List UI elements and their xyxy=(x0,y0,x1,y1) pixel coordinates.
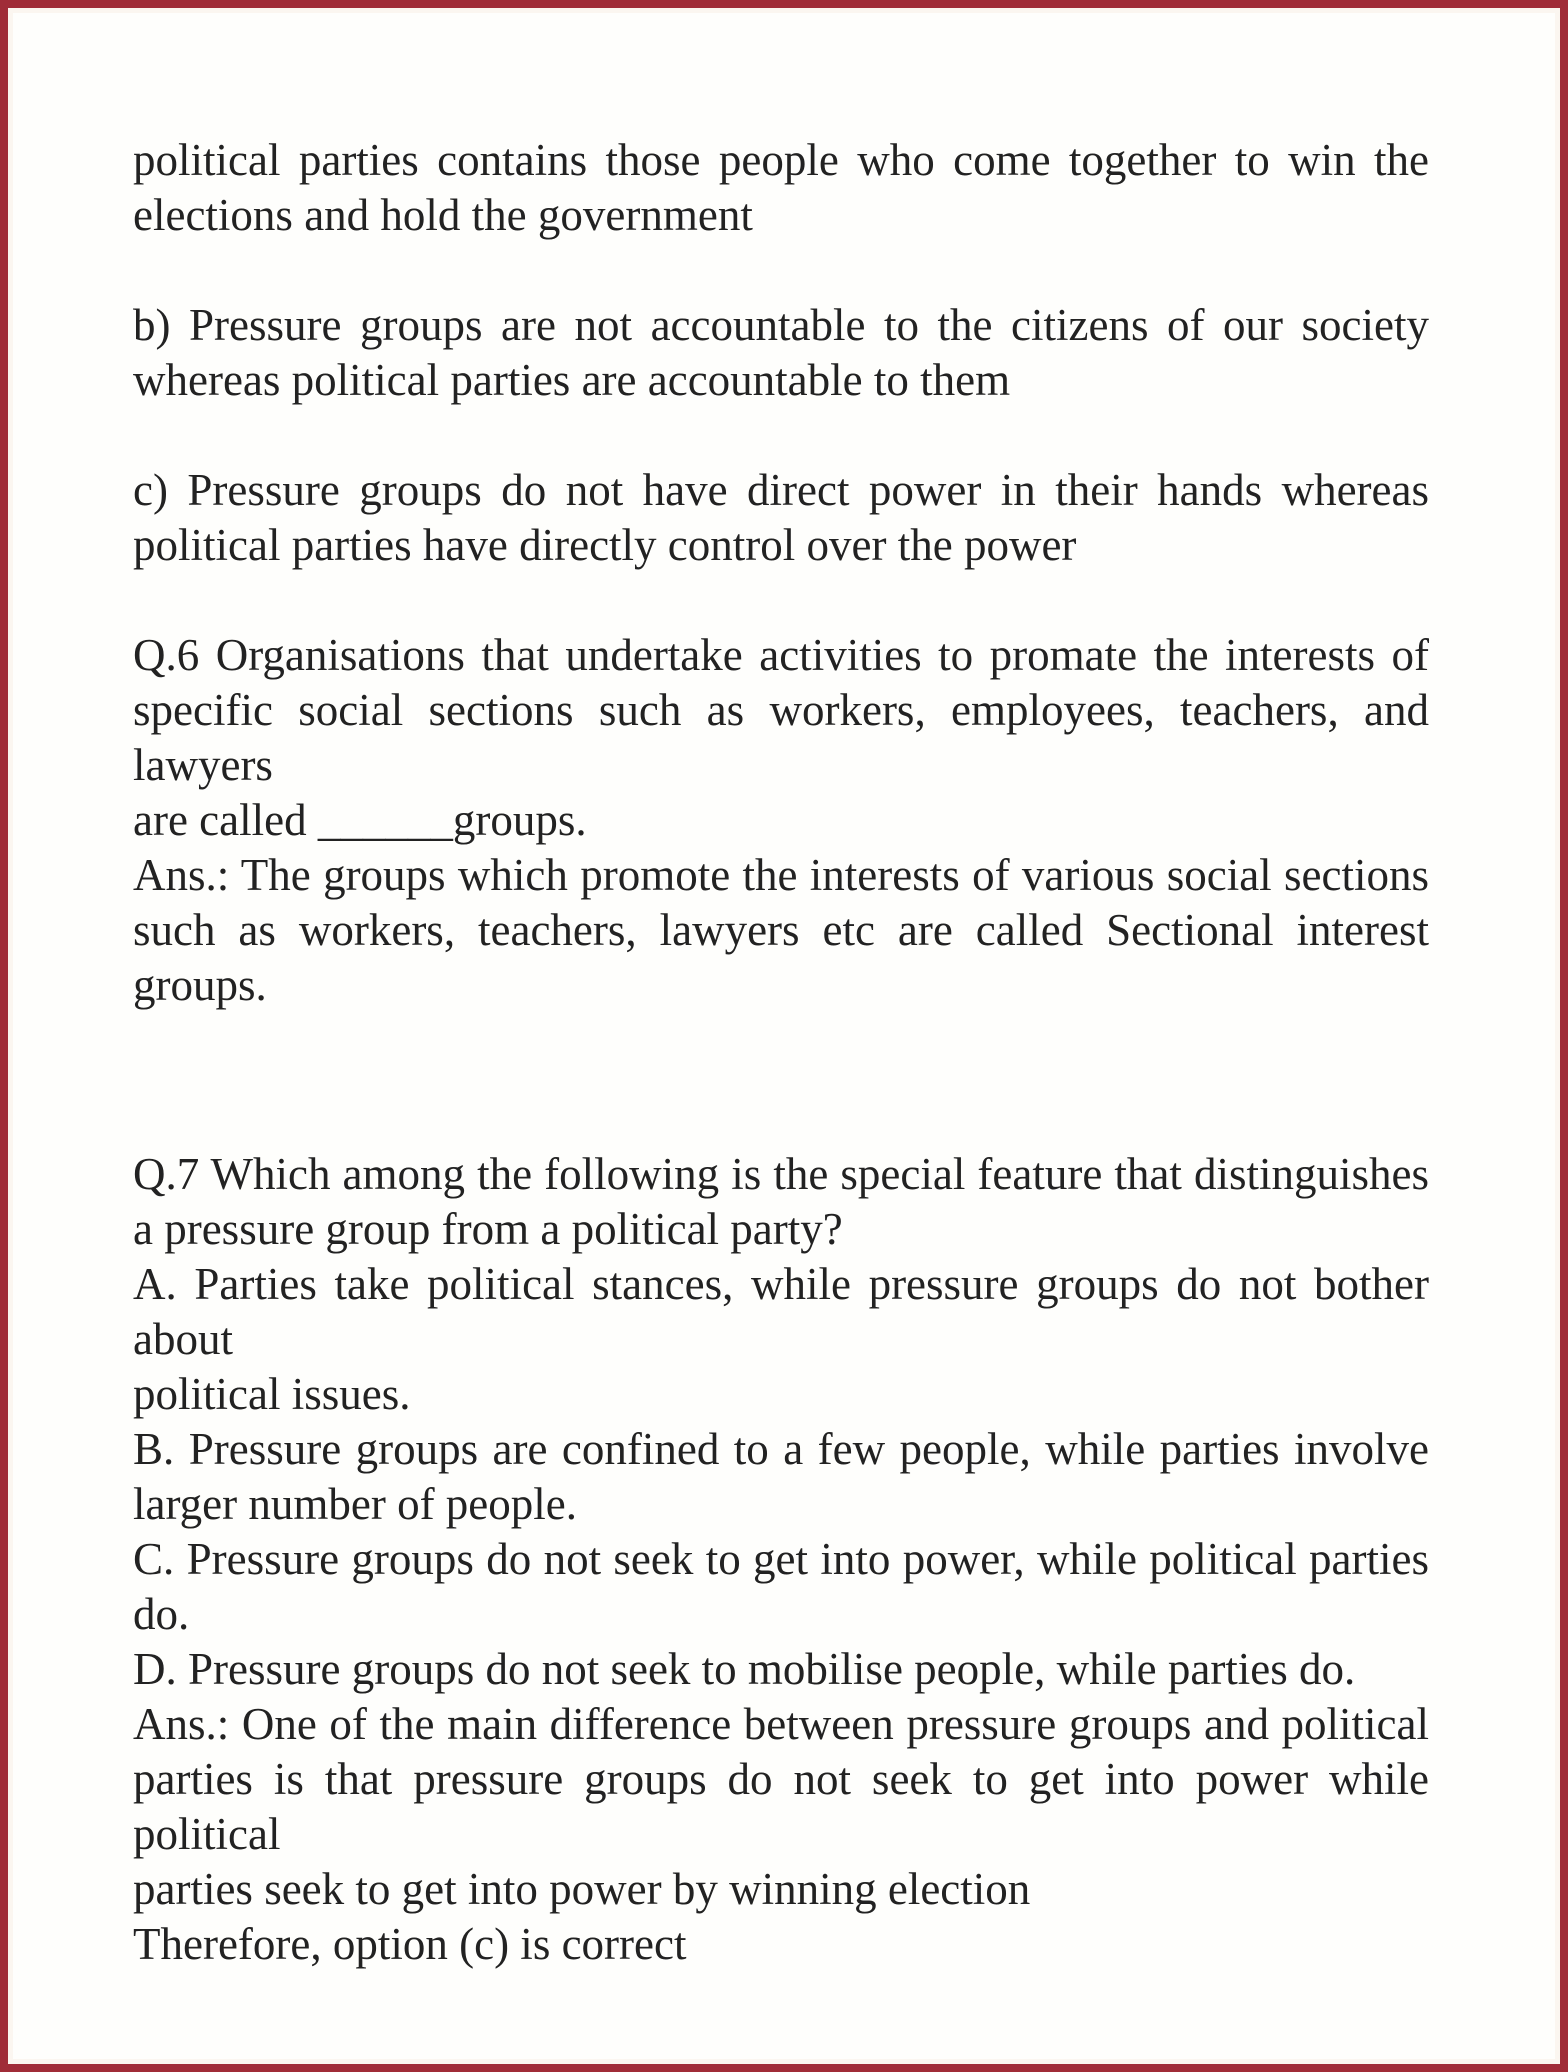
text-line: Ans.: One of the main difference between pressure groups and political xyxy=(133,1699,1429,1749)
text-line: A. Parties take political stances, while pressure groups do not bother about xyxy=(133,1259,1429,1364)
text-line: political issues. xyxy=(133,1369,411,1419)
point-b-paragraph xyxy=(133,298,1429,408)
text-line: are called ______groups. xyxy=(133,795,587,845)
text-line: c) Pressure groups do not have direct power in their hands whereas xyxy=(133,465,1429,515)
text-line: specific social sections such as workers, employees, teachers, and lawyers xyxy=(133,685,1429,790)
q7-option-d xyxy=(133,1642,1429,1697)
text-line: parties seek to get into power by winning election xyxy=(133,1864,1031,1914)
spacer xyxy=(133,408,1429,463)
text-line: larger number of people. xyxy=(133,1479,578,1529)
q6-question xyxy=(133,628,1429,848)
text-line: elections and hold the government xyxy=(133,190,753,240)
text-line: such as workers, teachers, lawyers etc are called Sectional interest groups. xyxy=(133,905,1429,1010)
q7-option-b xyxy=(133,1422,1429,1532)
text-line: political parties have directly control over the power xyxy=(133,520,1077,570)
text-line: whereas political parties are accountable to them xyxy=(133,355,1011,405)
continuation-paragraph xyxy=(133,133,1429,243)
q6-answer xyxy=(133,848,1429,1013)
text-line: Therefore, option (c) is correct xyxy=(133,1919,687,1969)
text-line: parties is that pressure groups do not seek to get into power while political xyxy=(133,1754,1429,1859)
text-line: C. Pressure groups do not seek to get into power, while political parties xyxy=(133,1534,1429,1584)
point-c-paragraph xyxy=(133,463,1429,573)
document-content xyxy=(133,133,1429,1972)
q7-question xyxy=(133,1147,1429,1257)
text-line: Q.6 Organisations that undertake activities to promate the interests of xyxy=(133,630,1429,680)
text-line: a pressure group from a political party? xyxy=(133,1204,843,1254)
spacer xyxy=(133,573,1429,628)
text-line: b) Pressure groups are not accountable to the citizens of our society xyxy=(133,300,1429,350)
text-line: Q.7 Which among the following is the special feature that distinguishes xyxy=(133,1149,1429,1199)
q7-option-c xyxy=(133,1532,1429,1642)
text-line: B. Pressure groups are confined to a few people, while parties involve xyxy=(133,1424,1429,1474)
spacer xyxy=(133,243,1429,298)
q7-answer xyxy=(133,1697,1429,1972)
text-line: do. xyxy=(133,1589,190,1639)
text-line: political parties contains those people who come together to win the xyxy=(133,135,1429,185)
spacer xyxy=(133,1013,1429,1147)
q7-option-a xyxy=(133,1257,1429,1422)
text-line: D. Pressure groups do not seek to mobilise people, while parties do. xyxy=(133,1644,1356,1694)
text-line: Ans.: The groups which promote the interests of various social sections xyxy=(133,850,1429,900)
